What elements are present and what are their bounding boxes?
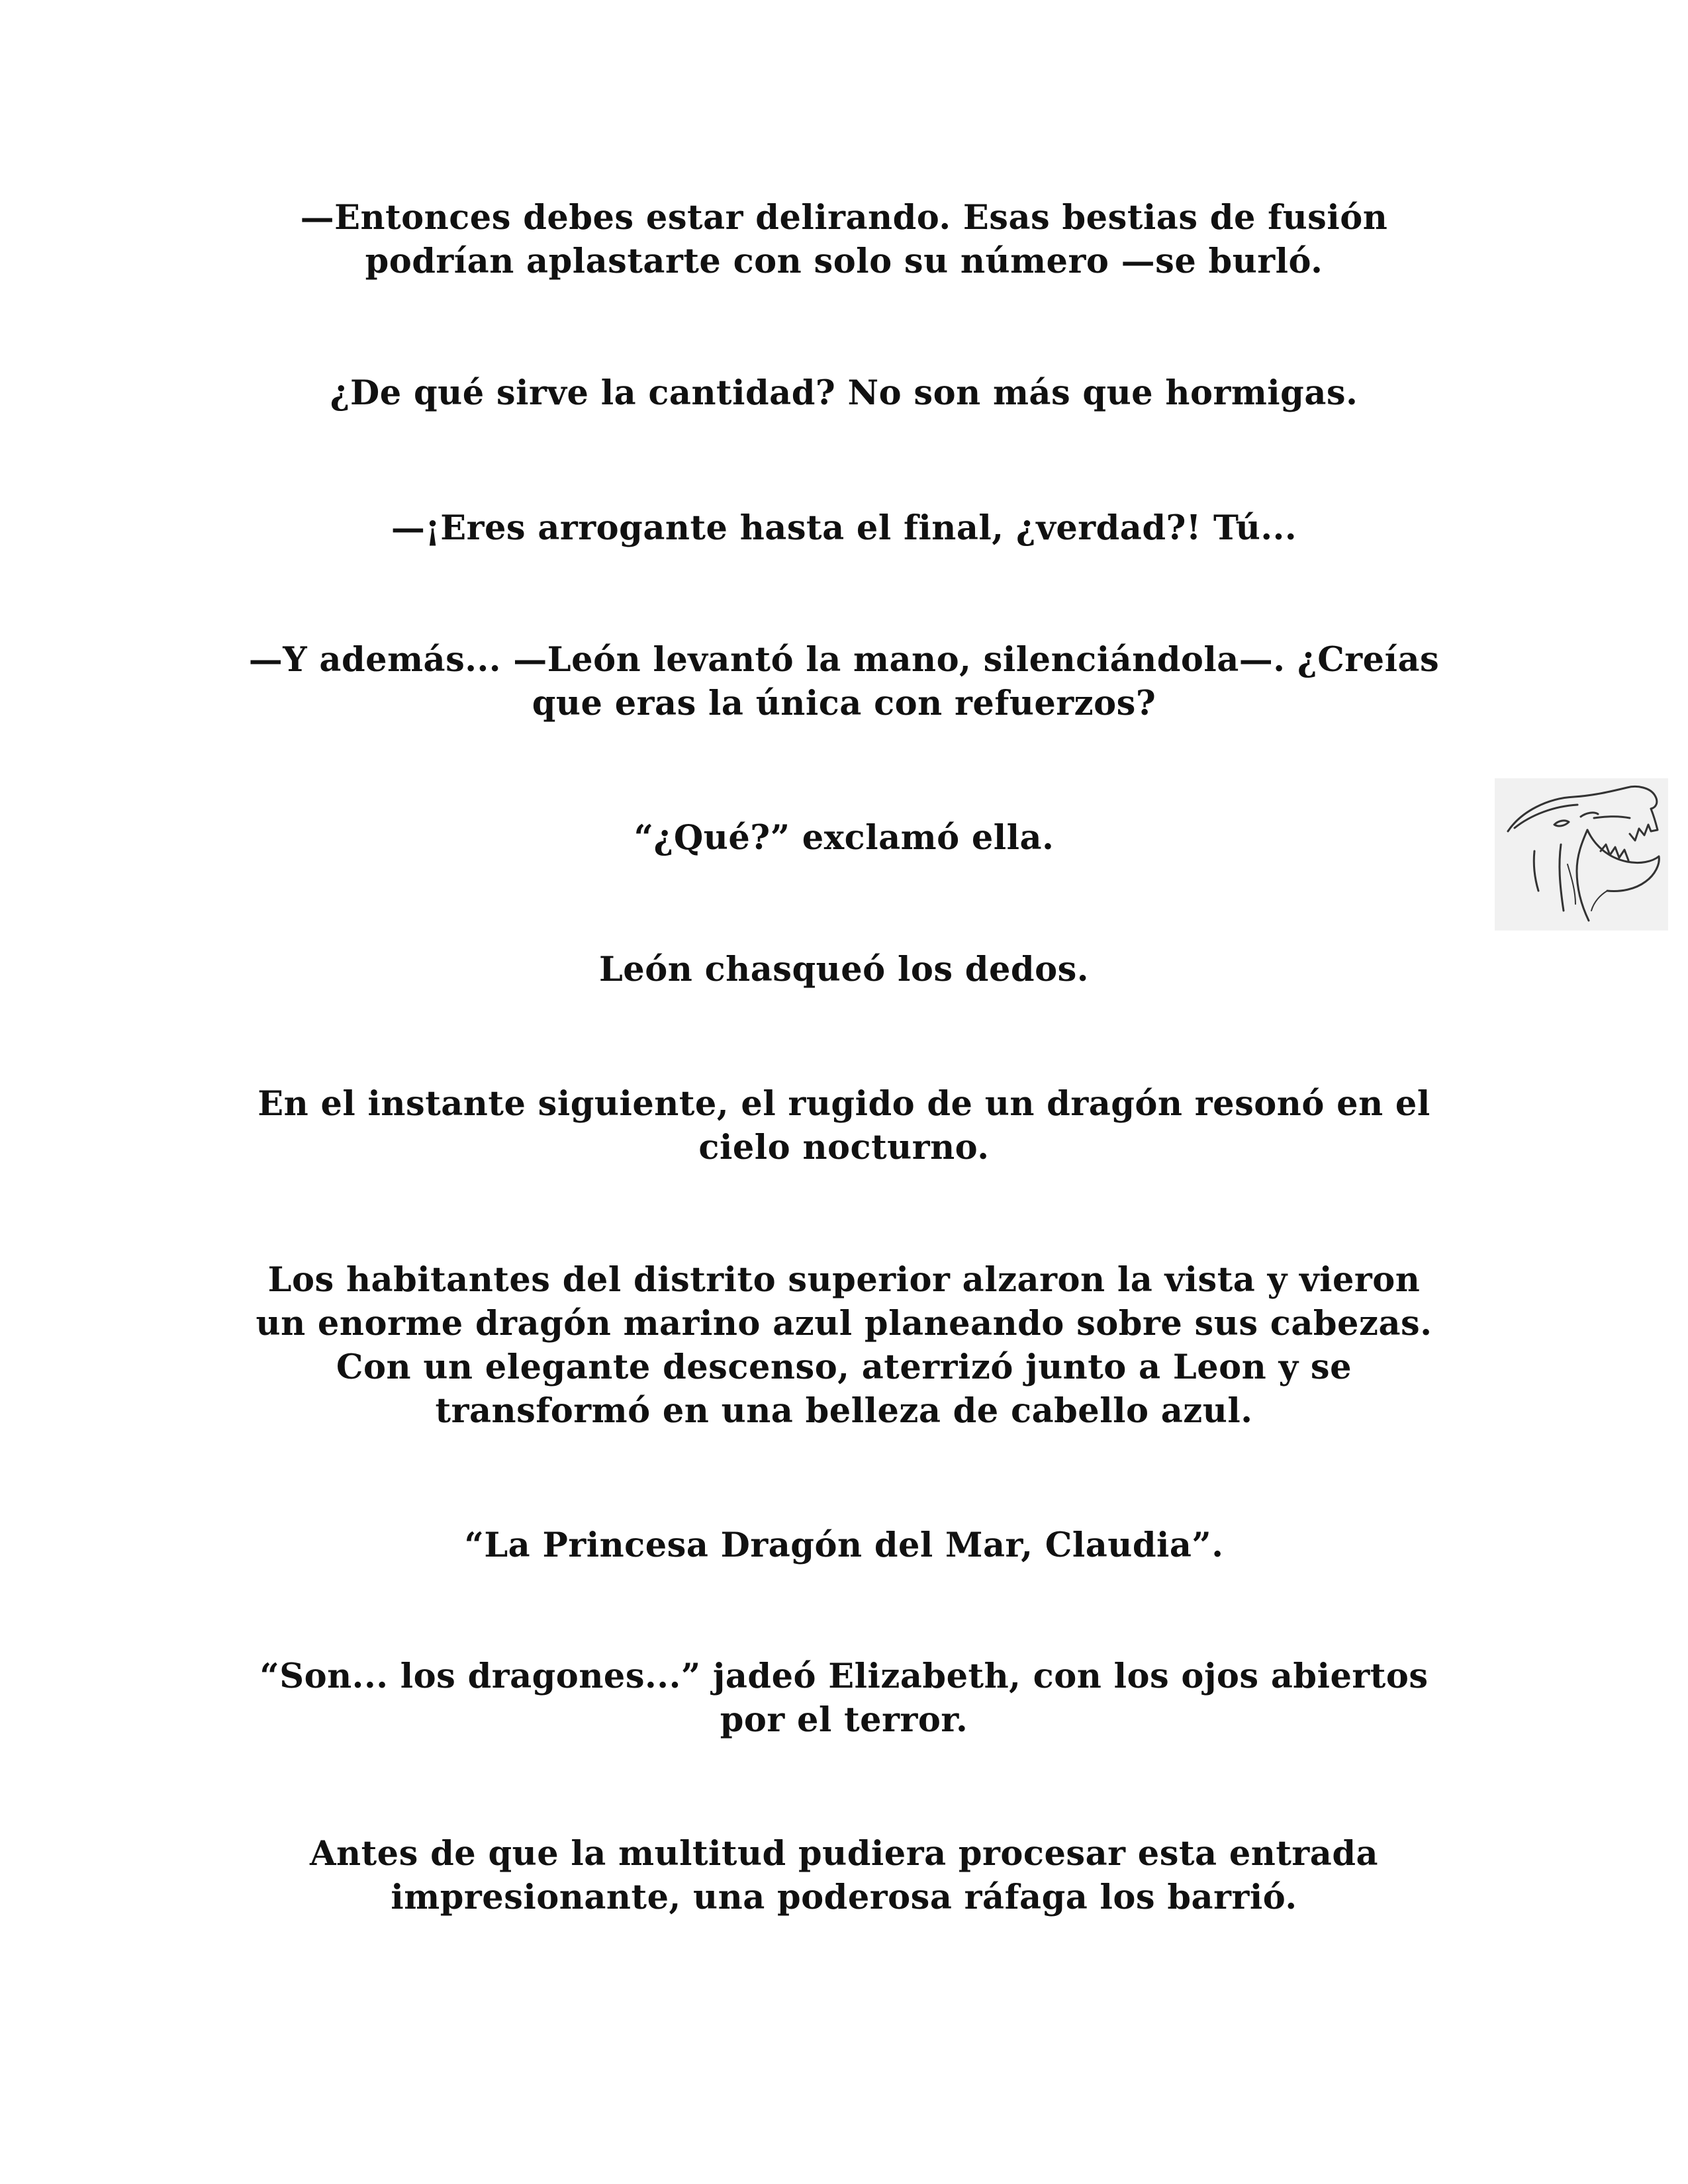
paragraph xyxy=(199,1524,1489,1567)
text-line: que eras la única con refuerzos? xyxy=(532,684,1156,723)
paragraph xyxy=(199,196,1489,283)
text-line: “¿Qué?” exclamó ella. xyxy=(633,818,1055,858)
text-line: por el terror. xyxy=(720,1700,968,1740)
text-line: En el instante siguiente, el rugido de un dragón resonó en el xyxy=(258,1084,1430,1124)
text-line: transformó en una belleza de cabello azul. xyxy=(435,1391,1253,1431)
text-line: podrían aplastarte con solo su número —se burló. xyxy=(365,242,1323,281)
text-line: León chasqueó los dedos. xyxy=(598,950,1090,989)
paragraph xyxy=(199,1655,1489,1742)
paragraph xyxy=(199,1082,1489,1169)
text-line: —Y además... —León levantó la mano, silenciándola—. ¿Creías xyxy=(248,640,1440,680)
paragraph xyxy=(199,371,1489,415)
paragraph xyxy=(199,816,1489,860)
paragraph xyxy=(199,638,1489,725)
text-line: Los habitantes del distrito superior alzaron la vista y vieron xyxy=(267,1260,1421,1300)
text-line: —Entonces debes estar delirando. Esas bestias de fusión xyxy=(300,198,1388,238)
dinosaur-head-sketch-icon xyxy=(1495,778,1668,931)
paragraph xyxy=(199,506,1489,550)
text-line: “Son... los dragones...” jadeó Elizabeth, con los ojos abiertos xyxy=(259,1657,1429,1696)
text-line: Con un elegante descenso, aterrizó junto a Leon y se xyxy=(336,1347,1352,1387)
paragraph xyxy=(199,948,1489,991)
text-line: un enorme dragón marino azul planeando sobre sus cabezas. xyxy=(256,1304,1432,1343)
text-line: —¡Eres arrogante hasta el final, ¿verdad?! Tú... xyxy=(391,508,1297,548)
paragraph xyxy=(199,1832,1489,1919)
text-line: Antes de que la multitud pudiera procesar esta entrada xyxy=(309,1834,1379,1874)
text-line: “La Princesa Dragón del Mar, Claudia”. xyxy=(464,1525,1224,1565)
text-line: impresionante, una poderosa ráfaga los barrió. xyxy=(391,1878,1297,1917)
text-line: ¿De qué sirve la cantidad? No son más que hormigas. xyxy=(330,373,1358,413)
paragraph xyxy=(199,1258,1489,1433)
text-line: cielo nocturno. xyxy=(698,1128,990,1167)
